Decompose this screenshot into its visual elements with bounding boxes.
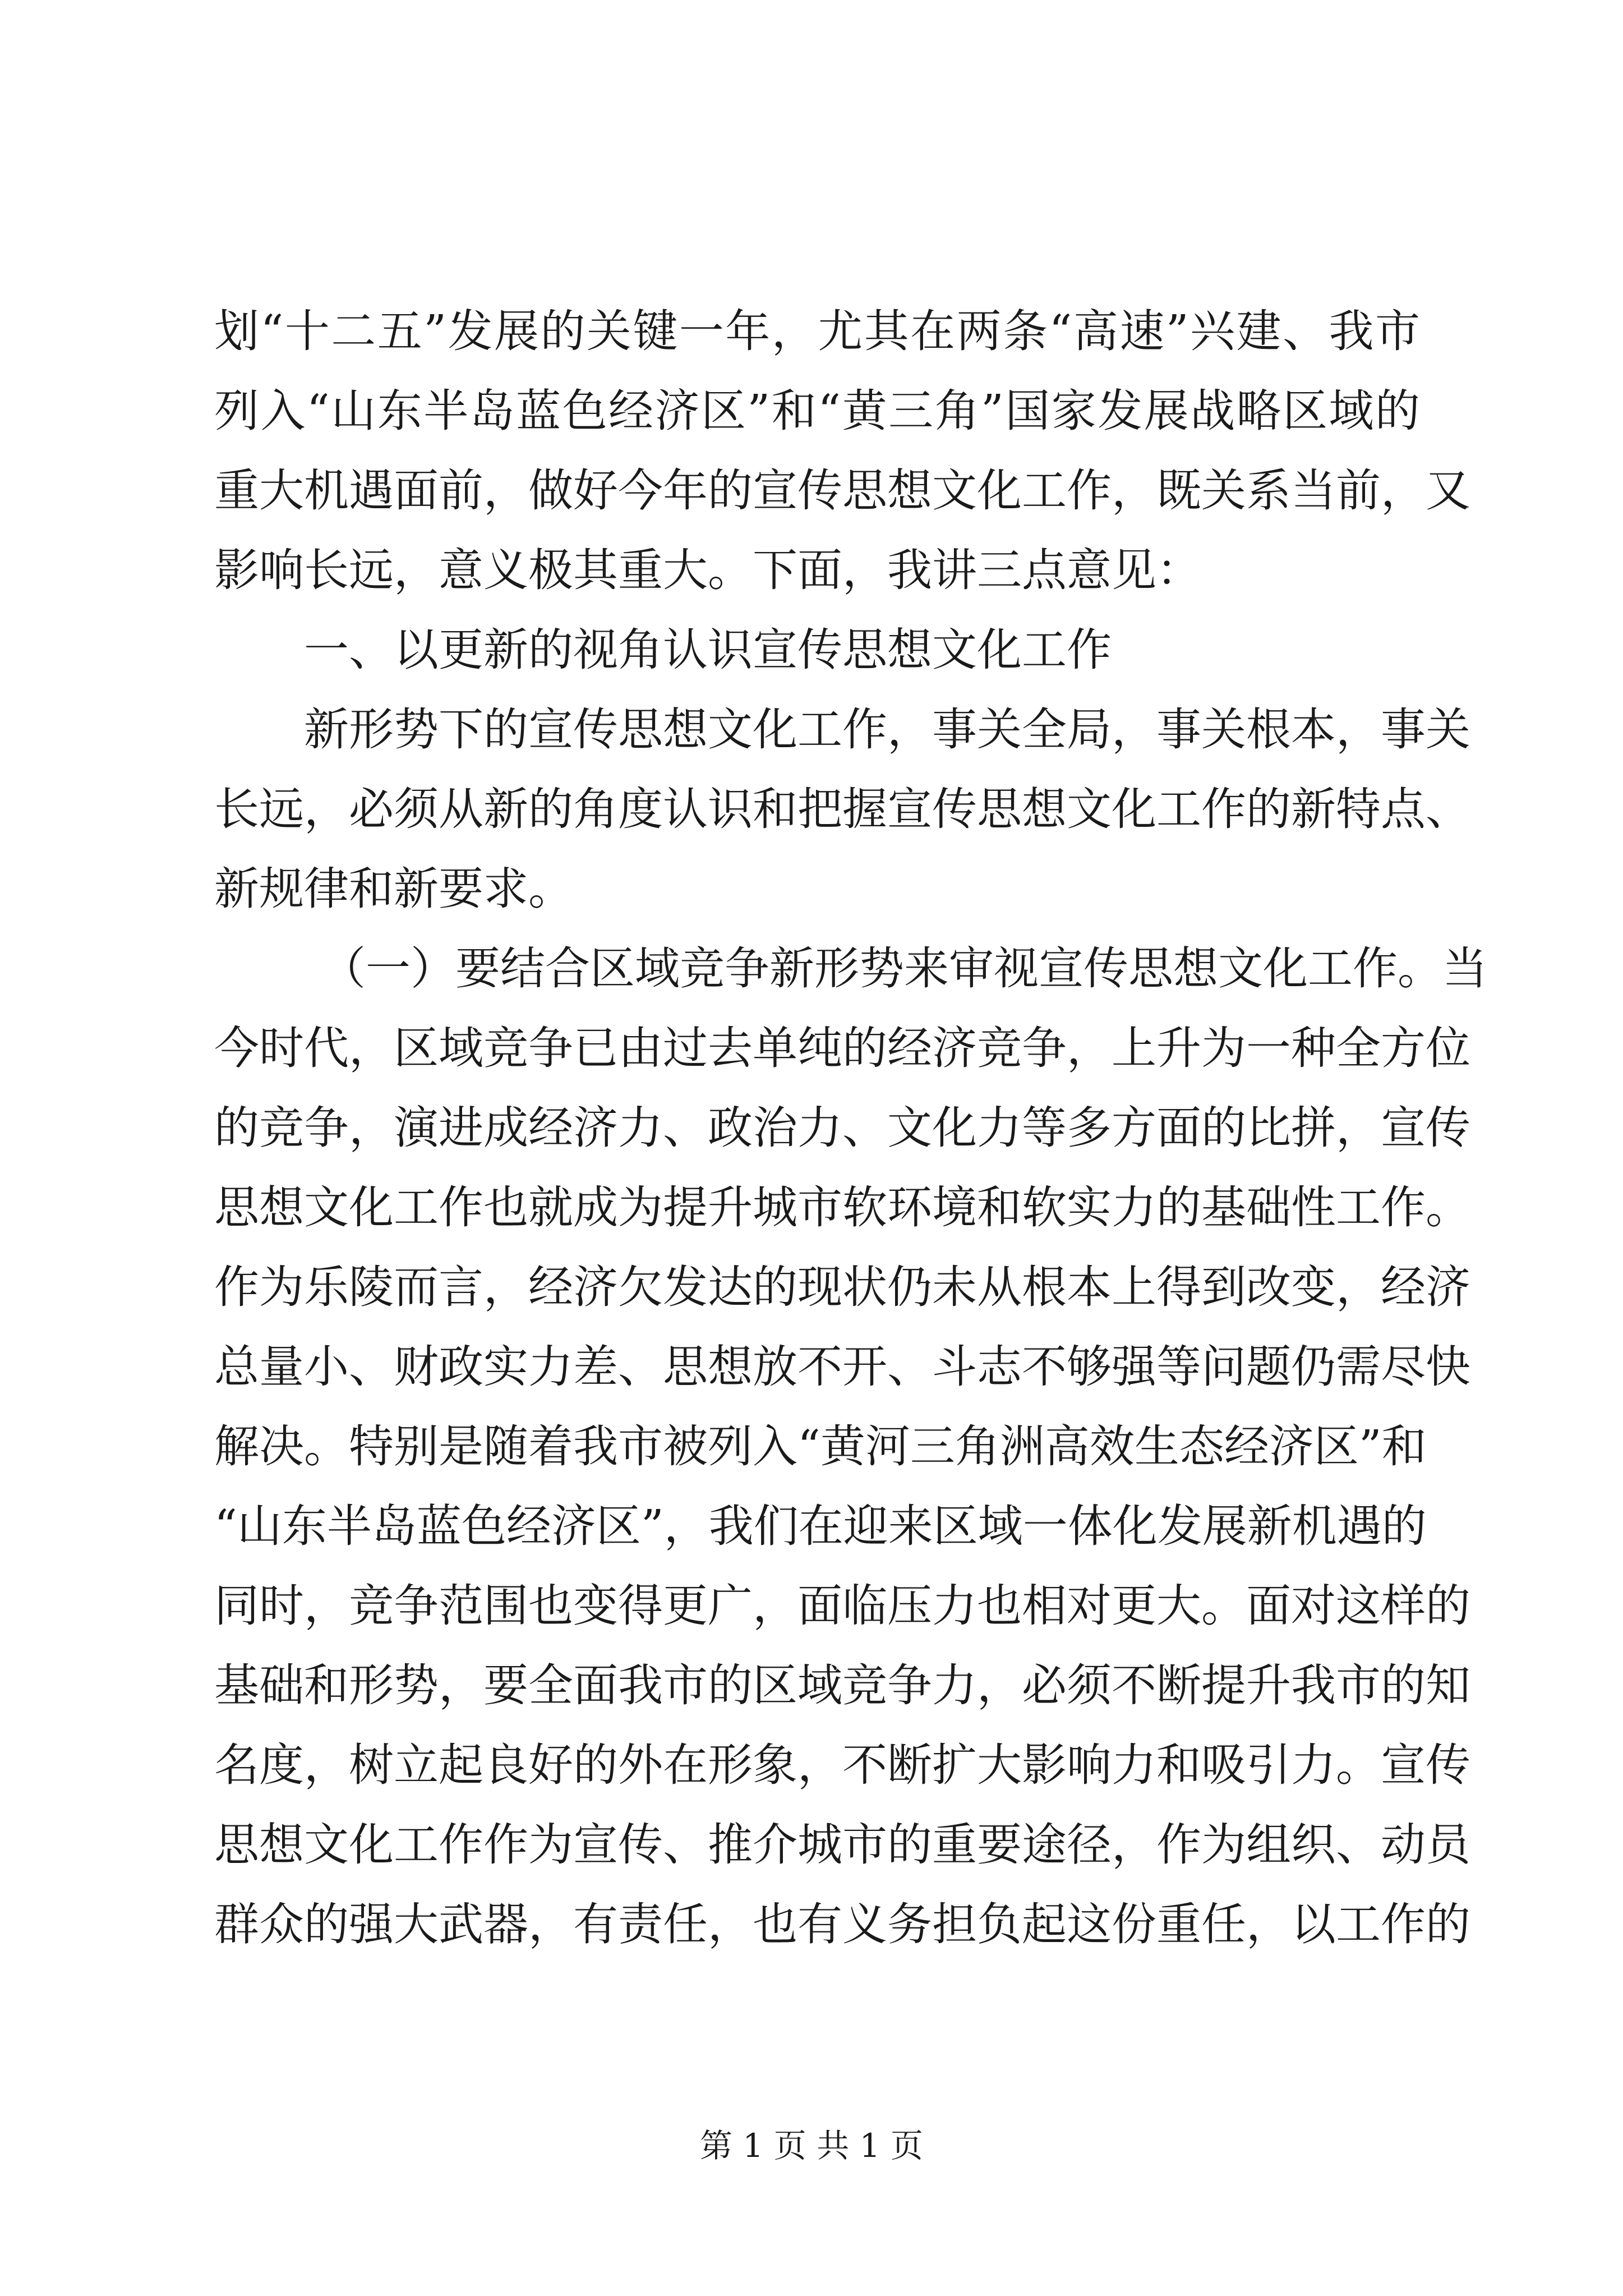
section-heading-1: 一、以更新的视角认识宣传思想文化工作 (304, 624, 1112, 676)
body-text (214, 292, 1487, 1964)
text-line-7: 长远，必须从新的角度认识和把握宣传思想文化工作的新特点、 (214, 783, 1470, 835)
text-line-1: 划“十二五”发展的关键一年，尤其在两条“高速”兴建、我市 (214, 305, 1420, 357)
text-line-10: 今时代，区域竞争已由过去单纯的经济竞争，上升为一种全方位 (214, 1022, 1470, 1074)
text-line-13: 作为乐陵而言，经济欠发达的现状仍未从根本上得到改变，经济 (214, 1261, 1470, 1313)
text-line-8: 新规律和新要求。 (214, 863, 573, 915)
text-line-21: 群众的强大武器，有责任，也有义务担负起这份重任，以工作的 (214, 1898, 1470, 1950)
text-line-6: 新形势下的宣传思想文化工作，事关全局，事关根本，事关 (304, 703, 1470, 756)
text-line-12: 思想文化工作也就成为提升城市软环境和软实力的基础性工作。 (214, 1181, 1470, 1234)
page-footer: 第 1 页 共 1 页 (700, 2127, 923, 2165)
text-line-18: 基础和形势，要全面我市的区域竞争力，必须不断提升我市的知 (214, 1659, 1470, 1711)
text-line-11: 的竞争，演进成经济力、政治力、文化力等多方面的比拼，宣传 (214, 1102, 1470, 1154)
text-line-14: 总量小、财政实力差、思想放不开、斗志不够强等问题仍需尽快 (214, 1341, 1470, 1393)
text-line-2: 列入“山东半岛蓝色经济区”和“黄三角”国家发展战略区域的 (214, 385, 1420, 437)
text-line-15: 解决。特别是随着我市被列入“黄河三角洲高效生态经济区”和 (214, 1420, 1427, 1473)
text-line-3: 重大机遇面前，做好今年的宣传思想文化工作，既关系当前，又 (214, 464, 1470, 517)
text-line-17: 同时，竞争范围也变得更广，面临压力也相对更大。面对这样的 (214, 1580, 1470, 1632)
text-line-20: 思想文化工作作为宣传、推介城市的重要途径，作为组织、动员 (214, 1819, 1470, 1871)
text-line-16: “山东半岛蓝色经济区”，我们在迎来区域一体化发展新机遇的 (214, 1500, 1427, 1552)
text-line-4: 影响长远，意义极其重大。下面，我讲三点意见： (214, 544, 1201, 596)
subsection-line-1: （一）要结合区域竞争新形势来审视宣传思想文化工作。当 (321, 942, 1487, 995)
text-line-19: 名度，树立起良好的外在形象，不断扩大影响力和吸引力。宣传 (214, 1739, 1470, 1791)
